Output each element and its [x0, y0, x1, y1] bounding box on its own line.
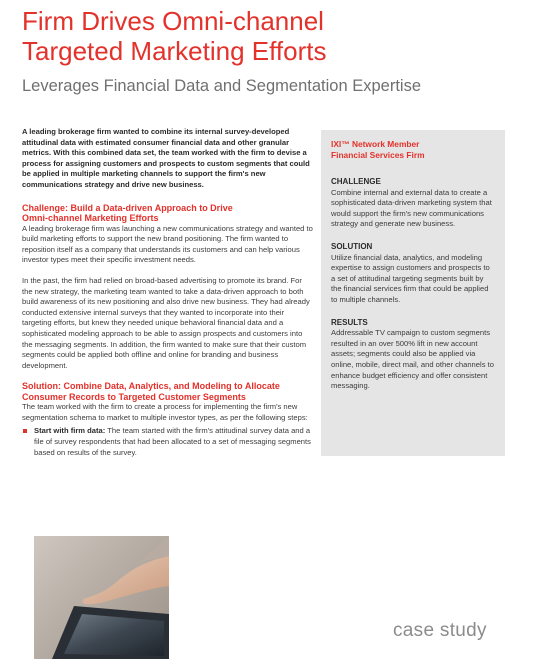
challenge-heading-line-2: Omni-channel Marketing Efforts	[22, 213, 159, 224]
photo-illustration	[34, 536, 169, 659]
member-line-2: Financial Services Firm	[331, 149, 425, 160]
member-label	[331, 139, 495, 160]
page-title	[22, 6, 522, 66]
bullet-lead: Start with firm data:	[34, 426, 106, 436]
hand-shape	[82, 556, 169, 604]
page-subtitle: Leverages Financial Data and Segmentation Expertise	[22, 77, 421, 95]
sidebar-solution-heading: SOLUTION	[331, 241, 373, 251]
intro-paragraph: A leading brokerage firm wanted to combine its internal survey-developed attitudinal data with estimated consumer financial data and other granular metrics. With this combined data set, the team worked with the firm to devise a process for assigning customers and prospects to custom segments that could be applied in multiple marketing channels to support the firm's new communications strategy and drive new business.	[22, 127, 310, 189]
main-column	[22, 127, 314, 458]
case-study-label: case study	[393, 620, 487, 641]
solution-heading	[22, 381, 314, 402]
challenge-paragraph-1: A leading brokerage firm was launching a new communications strategy and wanted to build marketing efforts to support the new brand positioning. The firm wanted to reposition itself as a company that understands its customers and can help various investor types meet their specific investment needs.	[22, 223, 313, 265]
bullet-text: The team started with the firm's attitudinal survey data and a file of survey respondents that had been allocated to a set of messaging segments based on results of the survey.	[34, 426, 311, 457]
sidebar-solution-text: Utilize financial data, analytics, and modeling expertise to assign customers and prospects to a set of attitudinal targeting segments built by the financial services firm that could be applied to multiple channels.	[331, 252, 490, 304]
member-line-1: IXI™ Network Member	[331, 139, 420, 149]
sidebar-challenge-heading: CHALLENGE	[331, 177, 381, 186]
sidebar-challenge-text: Combine internal and external data to create a sophisticated data-driven marketing system that would support the firm's new communications strategy and generate new business.	[331, 187, 492, 229]
solution-heading-line-2: Consumer Records to Targeted Customer Segments	[22, 391, 246, 402]
summary-sidebar	[321, 130, 505, 456]
sidebar-results-heading: RESULTS	[331, 317, 368, 327]
title-line-2: Targeted Marketing Efforts	[22, 36, 327, 66]
list-item	[22, 426, 314, 458]
solution-heading-line-1: Solution: Combine Data, Analytics, and Modeling to Allocate	[22, 381, 280, 392]
challenge-heading-line-1: Challenge: Build a Data-driven Approach to Drive	[22, 202, 233, 213]
title-line-1: Firm Drives Omni-channel	[22, 6, 324, 36]
sidebar-results-text: Addressable TV campaign to custom segments resulted in an over 500% lift in new account assets; segments could also be applied via online, mobile, direct mail, and other channels to enhance budget efficiency and offer consistent messaging.	[331, 328, 494, 391]
challenge-heading	[22, 203, 314, 224]
solution-paragraph: The team worked with the firm to create a process for implementing the firm's new segmentation schema to market to multiple investor types, as per the following steps:	[22, 402, 308, 422]
challenge-paragraph-2: In the past, the firm had relied on broad-based advertising to promote its brand. For the new strategy, the marketing team wanted to take a data-driven approach to both build awareness of its new positioning and also drive new business. They had already conducted extensive internal surveys that they wanted to incorporate into their targeting efforts, but knew they needed unique behavioral financial data and a sophisticated modeling approach to be able to assign prospects and customers into the messaging segments. In addition, the firm wanted to make sure that their custom segments could be applied both offline and online for branding and business development.	[22, 275, 310, 370]
tablet-touch-photo	[34, 536, 169, 659]
